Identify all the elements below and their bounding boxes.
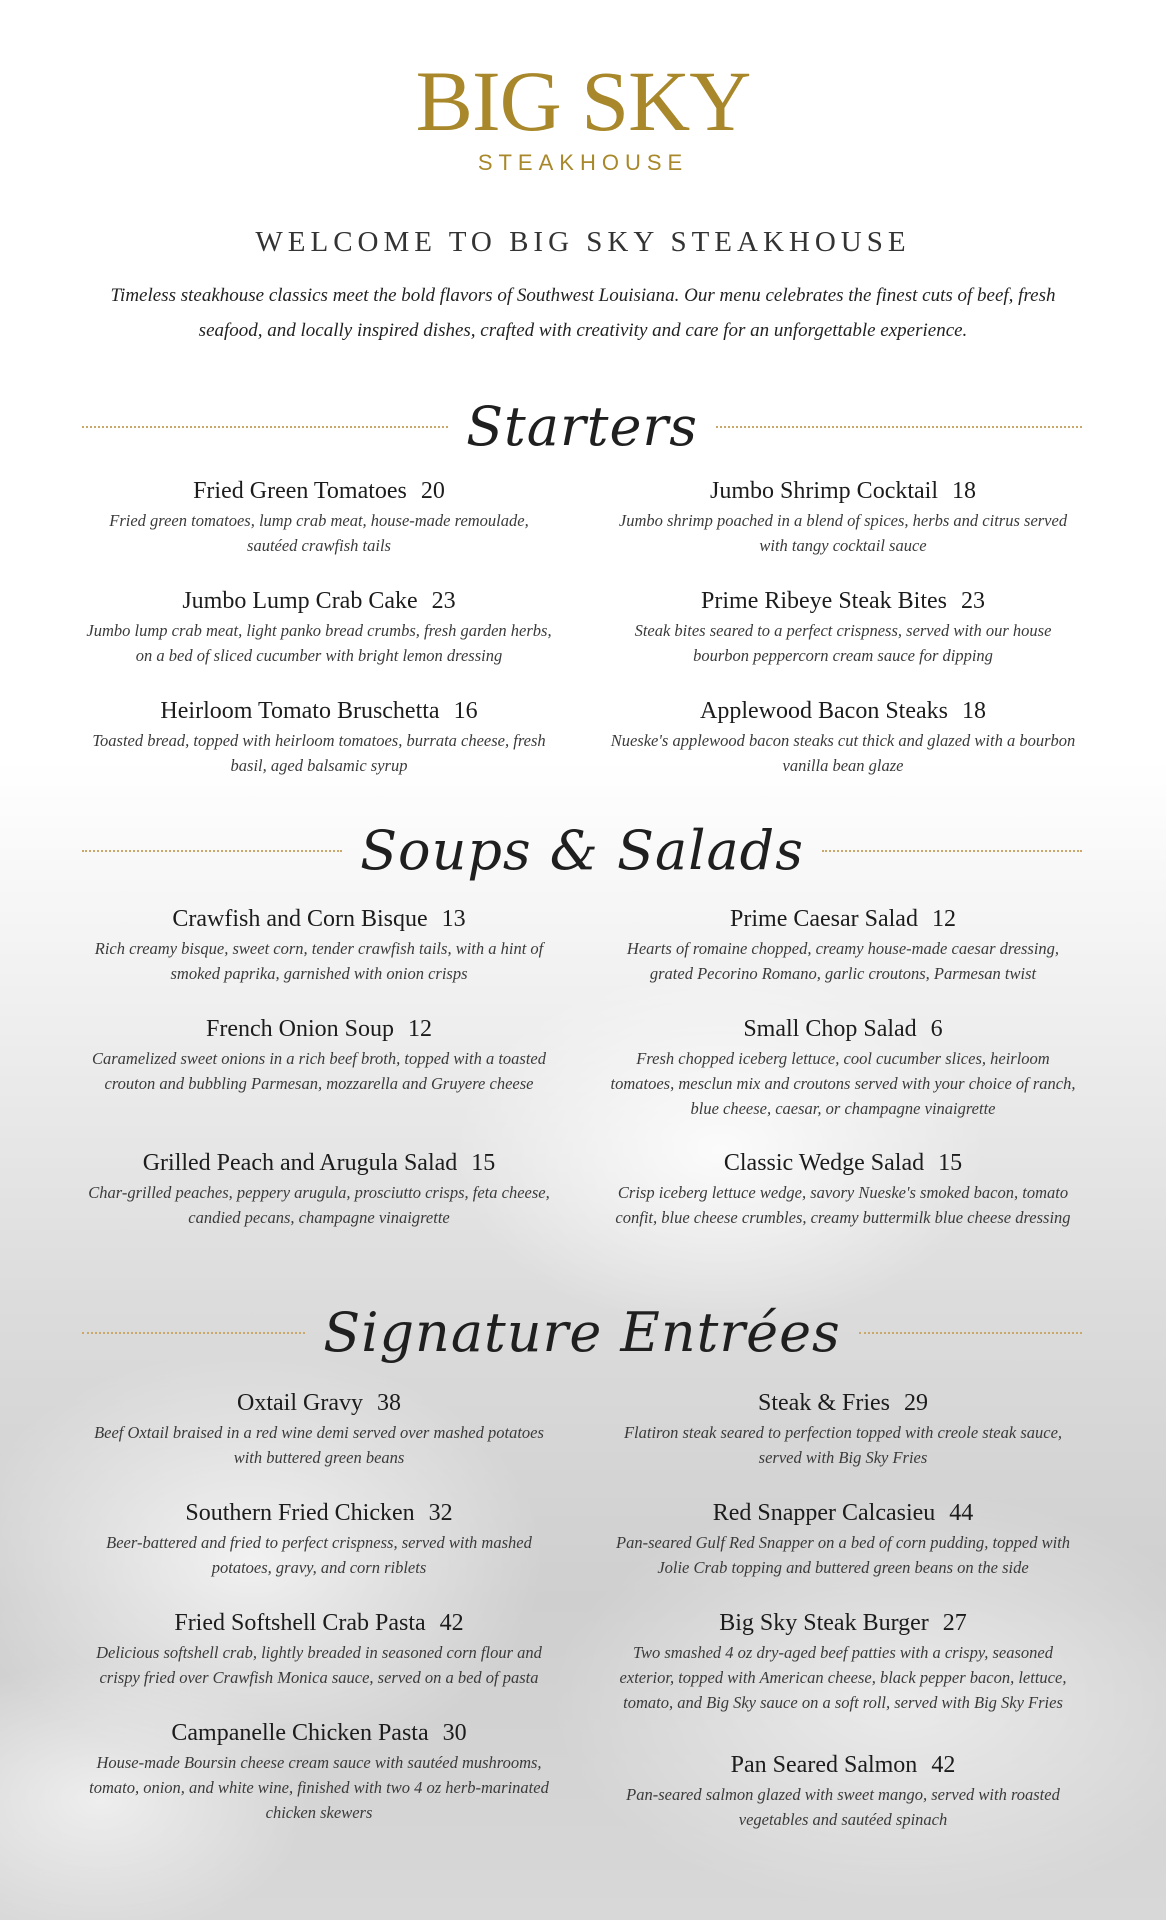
dotted-rule: [82, 426, 448, 428]
item-name-row: [608, 1750, 1078, 1780]
item-price: 16: [453, 698, 478, 724]
item-description: Jumbo lump crab meat, light panko bread crumbs, fresh garden herbs, on a bed of sliced cucumber with bright lemon dressing: [86, 621, 552, 665]
item-price: 18: [952, 478, 976, 504]
item-name-row: [84, 1718, 554, 1748]
menu-item: [84, 586, 554, 668]
item-description: Fried green tomatoes, lump crab meat, house-made remoulade, sautéed crawfish tails: [109, 511, 529, 555]
item-name: Fried Softshell Crab Pasta: [174, 1610, 426, 1636]
welcome-intro: Timeless steakhouse classics meet the bold flavors of Southwest Louisiana. Our menu celebrates the finest cuts of beef, fresh seafood, and locally inspired dishes, crafted with creativity and care for an unforgettable experience.: [110, 285, 1056, 341]
item-name: Steak & Fries: [758, 1390, 890, 1416]
brand-subtitle: STEAKHOUSE: [477, 150, 689, 175]
item-description: Flatiron steak seared to perfection topped with creole steak sauce, served with Big Sky Fries: [623, 1423, 1063, 1467]
item-price: 13: [441, 906, 466, 932]
item-price: 42: [439, 1610, 464, 1636]
item-price: 42: [931, 1752, 956, 1778]
menu-item: [84, 1608, 554, 1690]
item-description: Hearts of romaine chopped, creamy house-made caesar dressing, grated Pecorino Romano, garlic croutons, Parmesan twist: [626, 939, 1060, 983]
item-price: 44: [949, 1500, 974, 1526]
menu-item: [608, 1388, 1078, 1470]
menu-item: [608, 1498, 1078, 1580]
item-name-row: [608, 696, 1078, 726]
item-price: 15: [938, 1150, 963, 1176]
item-name: Classic Wedge Salad: [723, 1150, 925, 1176]
item-description: Jumbo shrimp poached in a blend of spices, herbs and citrus served with tangy cocktail sauce: [618, 511, 1068, 555]
section-header-signature-entrees: [82, 1298, 1082, 1368]
item-description: Rich creamy bisque, sweet corn, tender crawfish tails, with a hint of smoked paprika, garnished with onion crisps: [94, 939, 544, 983]
menu-item: [84, 904, 554, 986]
item-price: 15: [471, 1150, 496, 1176]
item-name-row: [608, 1608, 1078, 1638]
item-price: 20: [420, 478, 445, 504]
section-title: Starters: [466, 395, 698, 458]
item-name: Red Snapper Calcasieu: [712, 1500, 936, 1526]
item-price: 29: [904, 1390, 928, 1416]
item-name-row: [608, 1148, 1078, 1178]
item-name: Campanelle Chicken Pasta: [171, 1720, 429, 1746]
menu-item: [608, 1014, 1078, 1121]
item-name-row: [608, 476, 1078, 506]
item-name-row: [84, 1388, 554, 1418]
item-name: Small Chop Salad: [743, 1016, 917, 1042]
dotted-rule: [82, 850, 342, 852]
brand-logo: [0, 53, 1166, 176]
dotted-rule: [716, 426, 1082, 428]
item-name: Grilled Peach and Arugula Salad: [142, 1150, 458, 1176]
item-description: Pan-seared Gulf Red Snapper on a bed of corn pudding, topped with Jolie Crab topping and buttered green beans on the side: [616, 1533, 1070, 1577]
item-price: 6: [930, 1016, 943, 1042]
brand-name: BIG SKY: [415, 53, 751, 149]
item-description: Nueske's applewood bacon steaks cut thick and glazed with a bourbon vanilla bean glaze: [610, 731, 1076, 775]
item-name-row: [84, 476, 554, 506]
dotted-rule: [822, 850, 1082, 852]
item-description: House-made Boursin cheese cream sauce with sautéed mushrooms, tomato, onion, and white wine, finished with two 4 oz herb-marinated chicken skewers: [89, 1753, 549, 1822]
item-name-row: [608, 1014, 1078, 1044]
item-description: Char-grilled peaches, peppery arugula, prosciutto crisps, feta cheese, candied pecans, champagne vinaigrette: [88, 1183, 550, 1227]
menu-item: [608, 696, 1078, 778]
item-name-row: [608, 1388, 1078, 1418]
section-title: Soups & Salads: [360, 819, 804, 882]
item-name: Applewood Bacon Steaks: [700, 698, 948, 724]
item-price: 30: [442, 1720, 467, 1746]
item-description: Crisp iceberg lettuce wedge, savory Nueske's smoked bacon, tomato confit, blue cheese crumbles, creamy buttermilk blue cheese dressing: [615, 1183, 1071, 1227]
item-name: Heirloom Tomato Bruschetta: [160, 698, 440, 724]
section-header-starters: [82, 392, 1082, 462]
menu-item: [84, 1388, 554, 1470]
menu-item: [608, 904, 1078, 986]
item-description: Two smashed 4 oz dry-aged beef patties with a crispy, seasoned exterior, topped with American cheese, black pepper bacon, lettuce, tomato, and Big Sky sauce on a soft roll, served with Big Sky Fries: [619, 1643, 1067, 1712]
item-price: 23: [431, 588, 456, 614]
section-title: Signature Entrées: [323, 1301, 841, 1364]
item-name: Prime Caesar Salad: [730, 906, 918, 932]
item-name: Big Sky Steak Burger: [719, 1610, 929, 1636]
item-description: Toasted bread, topped with heirloom tomatoes, burrata cheese, fresh basil, aged balsamic syrup: [92, 731, 546, 775]
item-price: 23: [960, 588, 985, 614]
item-price: 32: [428, 1500, 453, 1526]
item-name: Fried Green Tomatoes: [193, 478, 407, 504]
item-name-row: [608, 1498, 1078, 1528]
item-name-row: [84, 1608, 554, 1638]
item-name-row: [84, 696, 554, 726]
item-price: 18: [961, 698, 986, 724]
menu-item: [84, 476, 554, 558]
item-description: Caramelized sweet onions in a rich beef broth, topped with a toasted crouton and bubbling Parmesan, mozzarella and Gruyere cheese: [91, 1049, 547, 1093]
item-name-row: [84, 1148, 554, 1178]
dotted-rule: [82, 1332, 305, 1334]
item-price: 12: [931, 906, 956, 932]
item-name-row: [84, 1014, 554, 1044]
item-name-row: [84, 1498, 554, 1528]
menu-item: [608, 1608, 1078, 1715]
menu-item: [608, 1148, 1078, 1230]
item-name: Crawfish and Corn Bisque: [172, 906, 428, 932]
item-description: Beef Oxtail braised in a red wine demi served over mashed potatoes with buttered green beans: [94, 1423, 544, 1467]
menu-item: [608, 1750, 1078, 1832]
item-name: French Onion Soup: [206, 1016, 394, 1042]
item-name: Jumbo Shrimp Cocktail: [710, 478, 938, 504]
item-name-row: [84, 586, 554, 616]
item-description: Steak bites seared to a perfect crispness, served with our house bourbon peppercorn cream sauce for dipping: [634, 621, 1052, 665]
item-name: Southern Fried Chicken: [185, 1500, 415, 1526]
item-price: 12: [408, 1016, 432, 1042]
item-description: Beer-battered and fried to perfect crispness, served with mashed potatoes, gravy, and corn riblets: [106, 1533, 532, 1577]
item-name-row: [608, 904, 1078, 934]
item-price: 27: [942, 1610, 967, 1636]
welcome-title: WELCOME TO BIG SKY STEAKHOUSE: [255, 226, 911, 258]
item-description: Fresh chopped iceberg lettuce, cool cucumber slices, heirloom tomatoes, mesclun mix and croutons served with your choice of ranch, blue cheese, caesar, or champagne vinaigrette: [610, 1049, 1076, 1118]
item-name: Oxtail Gravy: [237, 1390, 363, 1416]
menu-item: [84, 696, 554, 778]
item-name: Prime Ribeye Steak Bites: [701, 588, 947, 614]
item-description: Pan-seared salmon glazed with sweet mango, served with roasted vegetables and sautéed spinach: [626, 1785, 1060, 1829]
menu-item: [608, 476, 1078, 558]
menu-item: [84, 1014, 554, 1096]
menu-item: [84, 1718, 554, 1825]
menu-item: [84, 1498, 554, 1580]
menu-item: [84, 1148, 554, 1230]
item-name: Pan Seared Salmon: [730, 1752, 918, 1778]
item-name-row: [608, 586, 1078, 616]
section-header-soups-salads: [82, 816, 1082, 886]
item-name: Jumbo Lump Crab Cake: [182, 588, 418, 614]
item-name-row: [84, 904, 554, 934]
menu-item: [608, 586, 1078, 668]
item-price: 38: [376, 1390, 401, 1416]
dotted-rule: [859, 1332, 1082, 1334]
item-description: Delicious softshell crab, lightly breaded in seasoned corn flour and crispy fried over Crawfish Monica sauce, served on a bed of pasta: [96, 1643, 542, 1687]
